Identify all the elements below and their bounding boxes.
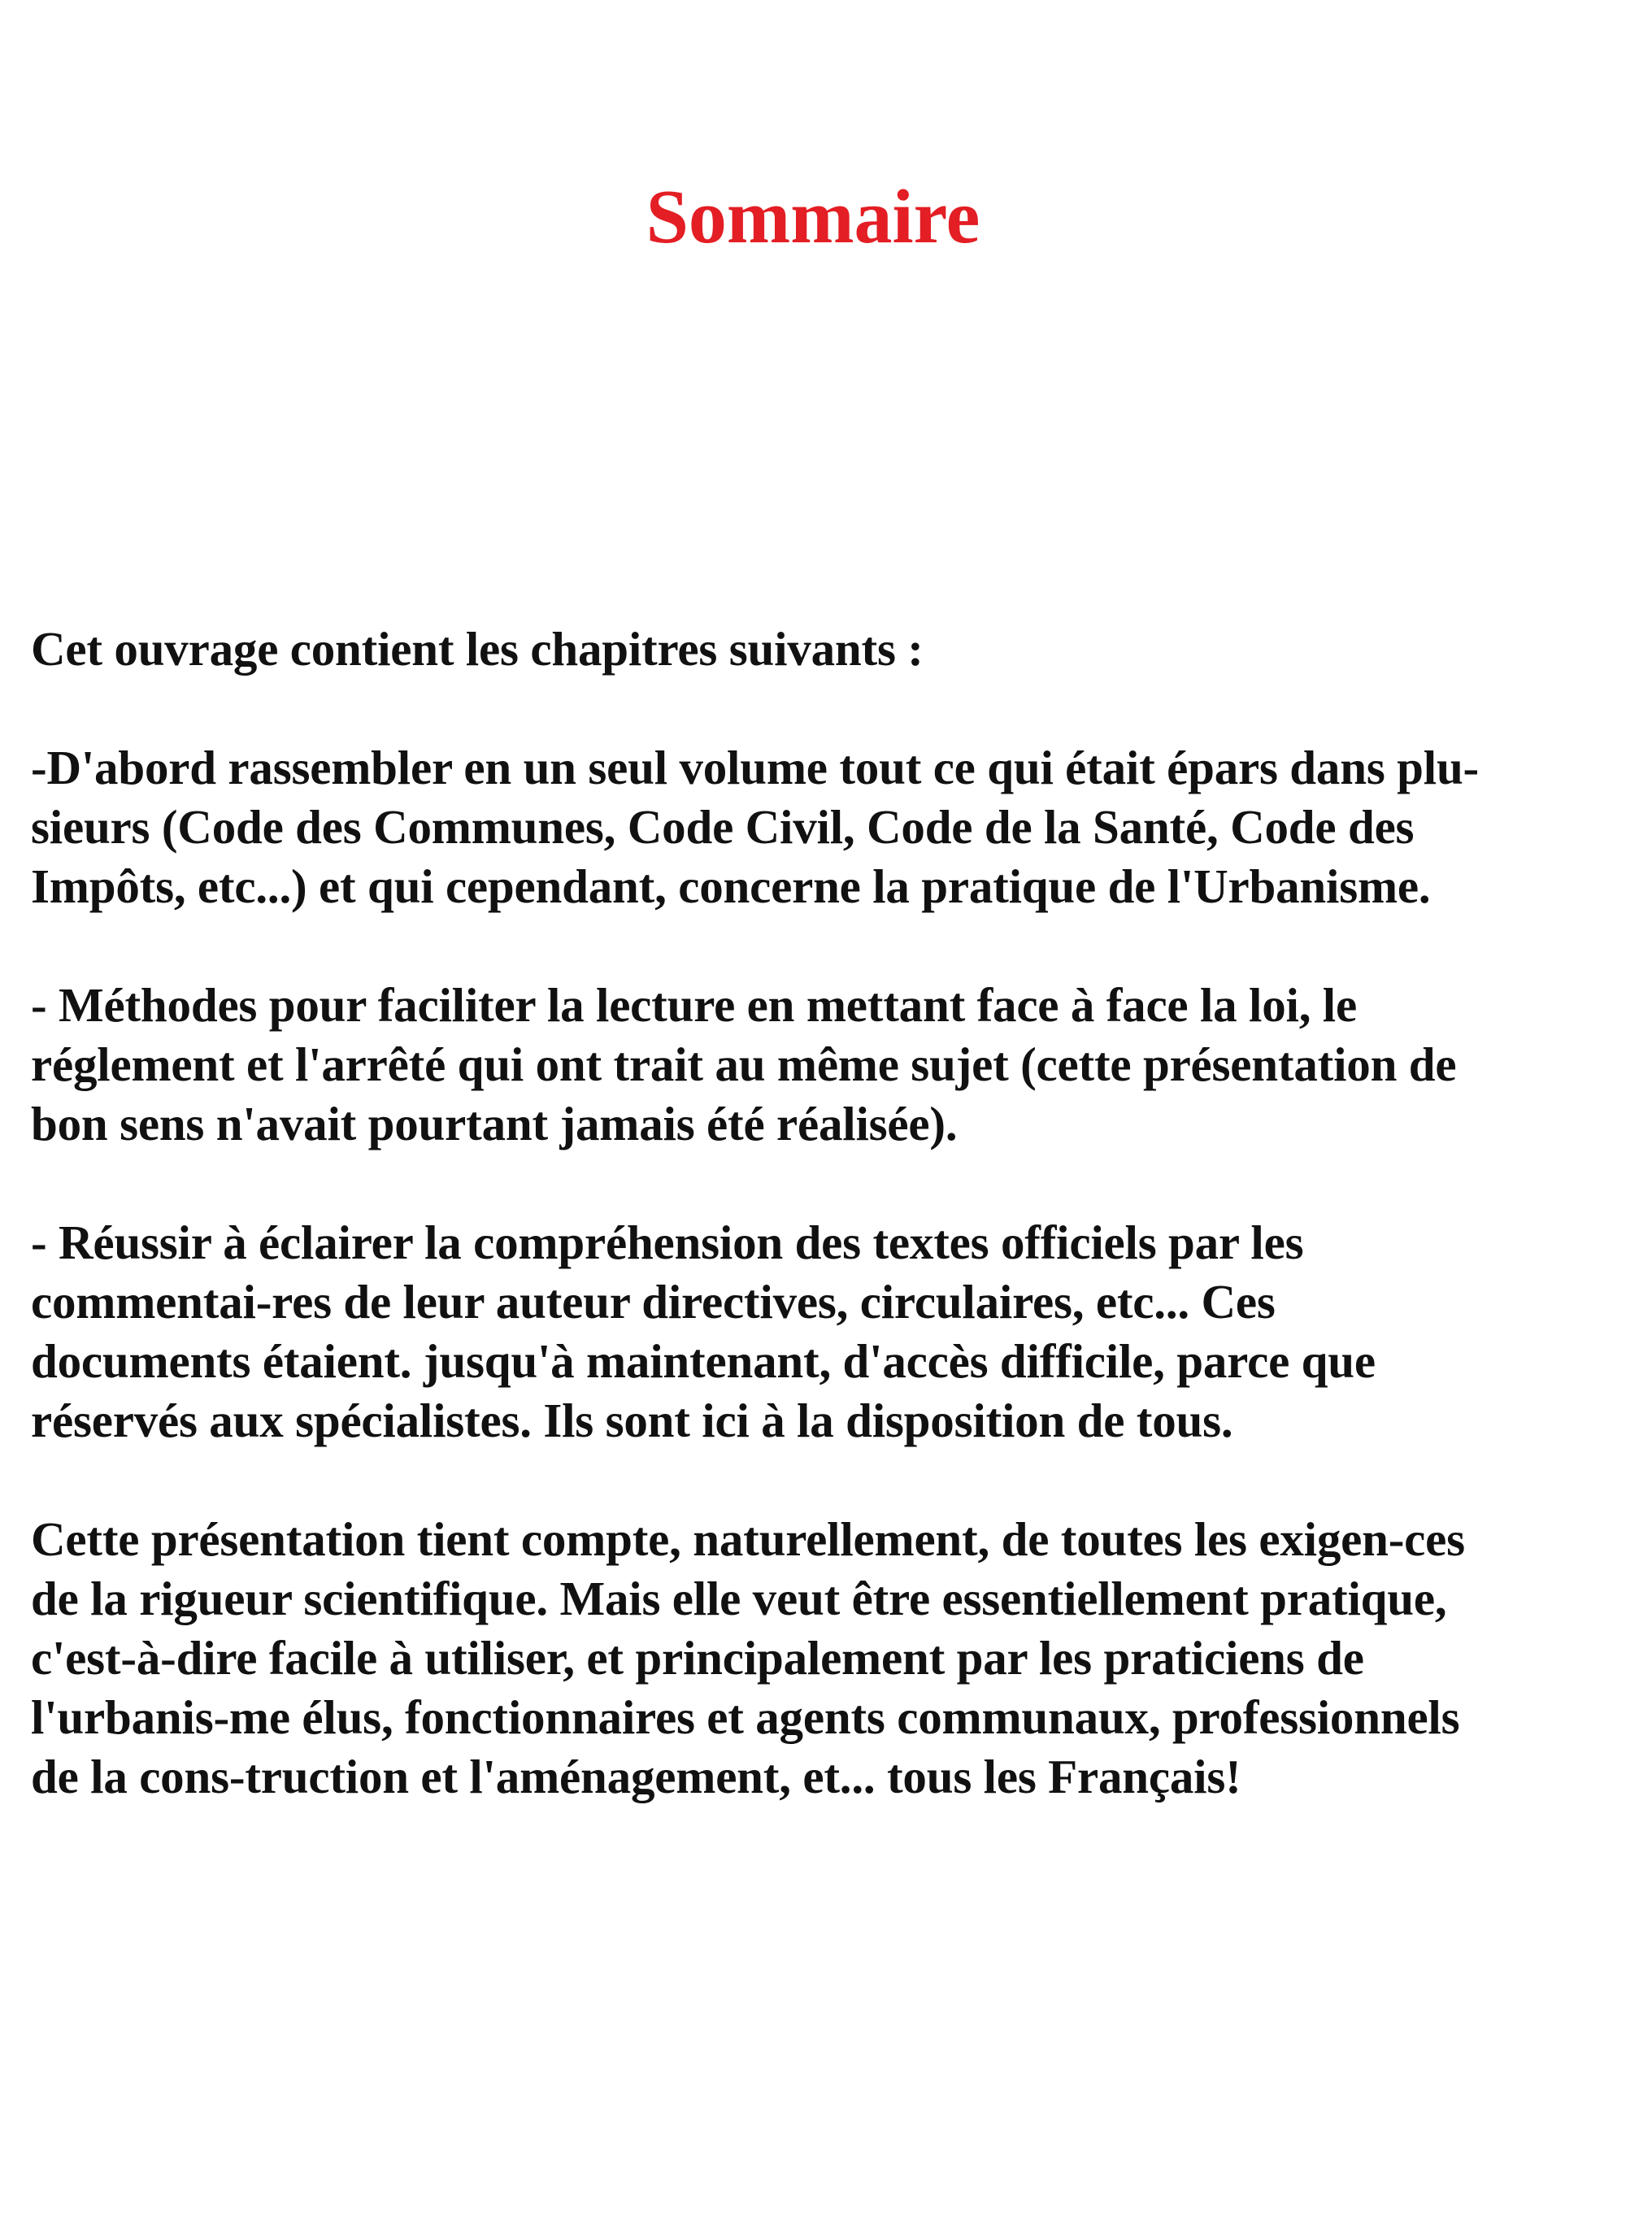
text-line: - Réussir à éclairer la compréhension des textes officiels par les: [31, 1216, 1304, 1269]
text-line: Cette présentation tient compte, naturellement, de toutes les exigen-ces: [31, 1512, 1465, 1566]
spacer: [31, 679, 1632, 738]
text-line: c'est-à-dire facile à utiliser, et principalement par les praticiens de: [31, 1631, 1364, 1685]
text-line: bon sens n'avait pourtant jamais été réalisée).: [31, 1097, 958, 1150]
document-body: [31, 620, 1632, 1807]
text-line: sieurs (Code des Communes, Code Civil, Code de la Santé, Code des: [31, 800, 1415, 854]
text-line: documents étaient. jusqu'à maintenant, d'accès difficile, parce que: [31, 1334, 1376, 1388]
spacer: [31, 916, 1632, 976]
spacer: [31, 1154, 1632, 1213]
text-line: commentai-res de leur auteur directives, circulaires, etc... Ces: [31, 1275, 1276, 1329]
paragraph-1: [31, 738, 1632, 916]
intro-text: Cet ouvrage contient les chapitres suivants :: [31, 622, 924, 676]
page-title: Sommaire: [646, 175, 980, 259]
paragraph-2: [31, 976, 1632, 1154]
paragraph-3: [31, 1213, 1632, 1450]
text-line: -D'abord rassembler en un seul volume tout ce qui était épars dans plu-: [31, 741, 1480, 794]
text-line: de la cons-truction et l'aménagement, et... tous les Français!: [31, 1750, 1241, 1803]
paragraph-4: [31, 1510, 1632, 1807]
text-line: - Méthodes pour faciliter la lecture en mettant face à face la loi, le: [31, 978, 1357, 1032]
text-line: de la rigueur scientifique. Mais elle veut être essentiellement pratique,: [31, 1572, 1447, 1625]
spacer: [31, 1450, 1632, 1510]
text-line: Impôts, etc...) et qui cependant, concerne la pratique de l'Urbanisme.: [31, 859, 1431, 913]
text-line: réservés aux spécialistes. Ils sont ici à la disposition de tous.: [31, 1394, 1233, 1447]
text-line: l'urbanis-me élus, fonctionnaires et agents communaux, professionnels: [31, 1690, 1460, 1744]
text-line: réglement et l'arrêté qui ont trait au même sujet (cette présentation de: [31, 1037, 1457, 1091]
